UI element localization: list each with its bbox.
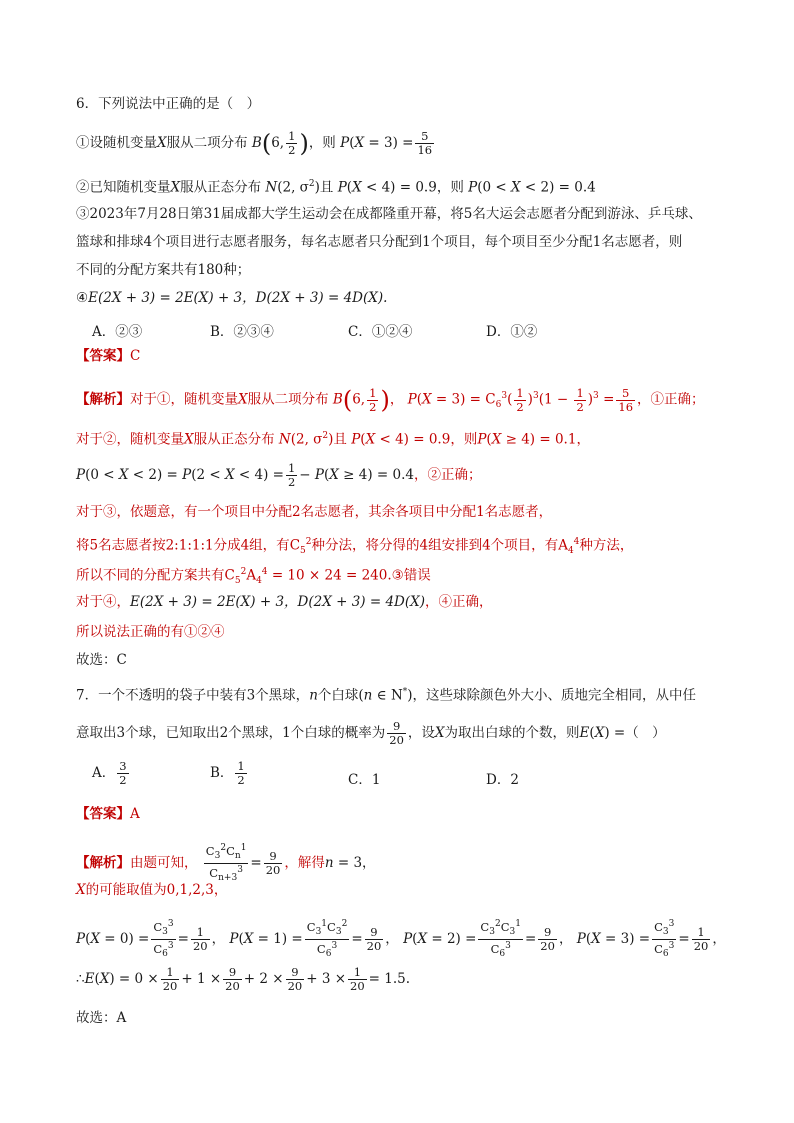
q7-answer: 【答案】A (76, 806, 140, 822)
q7-analysis-4: ∴E(X) = 0 × $\frac{1}{20}$ + 1 × $\frac{9}{20}$ + 2 × $\frac{9}{20}$ + 3 × $\frac{1}{20}$ = 1.5. (76, 965, 411, 993)
q7-analysis-1: 【解析】由题可知， $\frac{C_3^2C_n^1}{C_{n+3}^3}$ = $\frac{9}{20}$ ，解得n = 3， (76, 843, 376, 884)
q6-final: 故选：C (76, 652, 127, 668)
q6-option-c: C．①②④ (348, 324, 413, 340)
q6-statement-4: ④E(2X + 3) = 2E(X) + 3，D(2X + 3) = 4D(X). (76, 290, 388, 306)
q7-option-a: A． $\frac{3}{2}$ (92, 759, 127, 787)
q6-analysis-2: 对于②，随机变量X服从正态分布 N(2, $\sigma^2$)且 P(X < 4) = 0.9，则P(X ≥ 4) = 0.1， (76, 431, 590, 448)
q6-analysis-2b: P(0 < X < 2) = P(2 < X < 4) = $\frac{1}{2}$ − P(X ≥ 4) = 0.4，②正确； (76, 461, 482, 489)
q6-analysis-3c: 所以不同的分配方案共有$C_5^2A_4^4 = 10 \times 24$ = 240.③错误 (76, 567, 431, 587)
q6-analysis-3b: 将5名志愿者按2:1:1:1分成4组，有$C_5^2$种分法，将分得的4组安排到4个项目，有$A_4^4$种方法， (76, 537, 634, 557)
q6-analysis-1: 【解析】对于①，随机变量X服从二项分布 B(6, $\frac{1}{2}$ )， $P(X = 3) = C_6^3$( $\frac{1}{2}$ )$^3$(1 − $\frac{1}{2}$ )$^3$ = $\frac{5}{16}$ ，①正确； (76, 385, 705, 414)
q7-option-c: C．1 (348, 772, 381, 788)
q7-stem-line2: 意取出3个球，已知取出2个黑球，1个白球的概率为 $\frac{9}{20}$ ，设X为取出白球的个数，则E(X) =（ ） (76, 719, 666, 747)
q6-statement-1: ①设随机变量X服从二项分布 B(6, $\frac{1}{2}$ )，则 P(X = 3) = $\frac{5}{16}$ (76, 129, 433, 158)
q6-statement-3-line2: 篮球和排球4个项目进行志愿者服务，每名志愿者只分配到1个项目，每个项目至少分配1名志愿者，则 (76, 234, 683, 250)
q6-option-d: D．①② (486, 324, 538, 340)
q6-statement-2: ②已知随机变量X服从正态分布 N(2, $\sigma^2$)且 P(X < 4) = 0.9，则 P(0 < X < 2) = 0.4 (76, 179, 596, 196)
q7-final: 故选：A (76, 1010, 127, 1026)
q6-statement-3-line1: ③2023年7月28日第31届成都大学生运动会在成都隆重开幕，将5名大运会志愿者分配到游泳、乒乓球、 (76, 206, 702, 222)
q7-stem-line1: 7．一个不透明的袋子中装有3个黑球，n个白球(n ∈ N*)，这些球除颜色外大小、质地完全相同，从中任 (76, 687, 697, 704)
q6-answer: 【答案】C (76, 348, 141, 364)
q6-statement-3-line3: 不同的分配方案共有180种； (76, 262, 251, 278)
q6-conclusion: 所以说法正确的有①②④ (76, 624, 225, 640)
q6-stem: 6．下列说法中正确的是（ ） (76, 96, 261, 112)
q7-option-b: B． $\frac{1}{2}$ (210, 759, 245, 787)
q7-analysis-3: P(X = 0) = $\frac{C_3^3}{C_6^3}$ = $\frac{1}{20}$ ， P(X = 1) = $\frac{C_3^1C_3^2}{C_6^3}$ = $\frac{9}{20}$ ， P(X = 2) = $\frac{C_3^2C_3^1}{C_6^3}$ = $\frac{9}{20}$ ， P(X = 3) = $\frac{C_3^3}{C_6^3}$ = $\frac{1}{20}$ ， (76, 919, 726, 960)
q7-analysis-2: X的可能取值为0,1,2,3， (76, 882, 228, 898)
q6-analysis-3a: 对于③，依题意，有一个项目中分配2名志愿者，其余各项目中分配1名志愿者， (76, 504, 553, 520)
q6-option-b: B．②③④ (210, 324, 274, 340)
q6-analysis-4: 对于④，E(2X + 3) = 2E(X) + 3，D(2X + 3) = 4D(X)，④正确， (76, 594, 493, 610)
q6-option-a: A．②③ (92, 324, 143, 340)
q7-option-d: D．2 (486, 772, 519, 788)
